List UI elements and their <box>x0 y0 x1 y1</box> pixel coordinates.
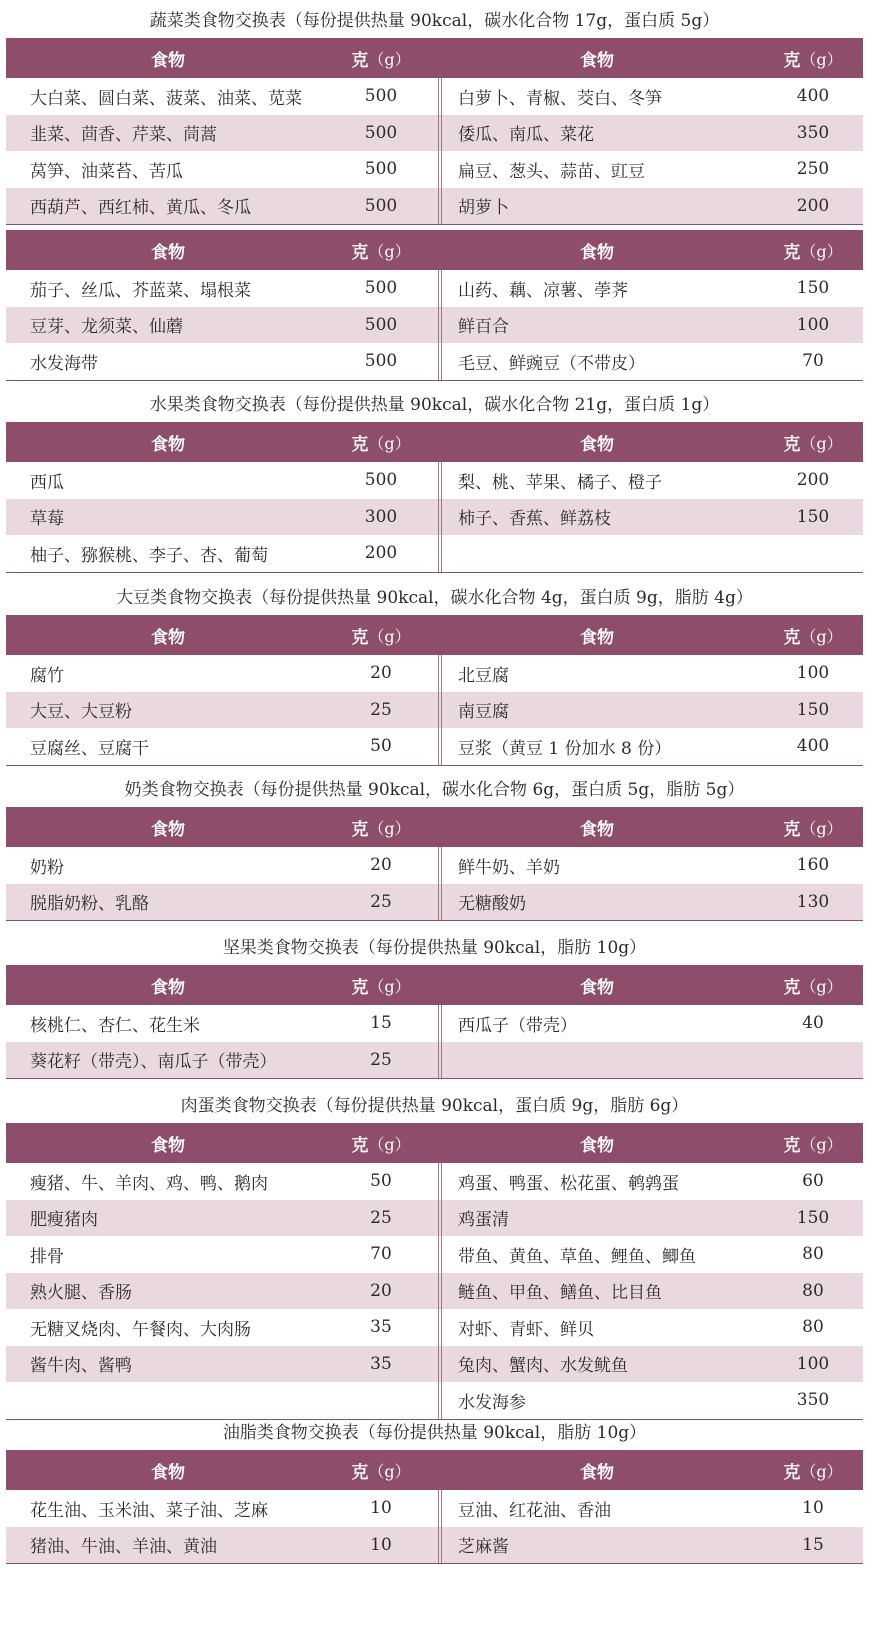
header-food-label: 食物 <box>151 242 185 263</box>
header-grams <box>336 422 426 462</box>
food-name: 兔肉、蟹肉、水发鱿鱼 <box>458 1356 628 1377</box>
food-grams: 40 <box>802 1013 824 1034</box>
food-name: 柿子、香蕉、鲜荔枝 <box>458 509 611 530</box>
food-grams: 15 <box>370 1013 392 1034</box>
header-unit: （g） <box>800 1134 843 1154</box>
header-food-label: 食物 <box>580 1135 614 1156</box>
table-row <box>6 535 863 572</box>
table-row <box>6 1236 863 1273</box>
header-food <box>6 1123 330 1163</box>
column-divider <box>438 1163 442 1200</box>
food-grams: 10 <box>370 1498 392 1519</box>
food-name: 大白菜、圆白菜、菠菜、油菜、苋菜 <box>30 88 302 109</box>
header-food-label: 食物 <box>151 50 185 71</box>
table-row <box>6 728 863 765</box>
food-grams: 25 <box>370 1207 392 1228</box>
exchange-table <box>6 1450 863 1564</box>
header-food-label: 食物 <box>151 819 185 840</box>
header-unit: （g） <box>368 1134 411 1154</box>
header-grams <box>768 422 858 462</box>
food-name: 山药、藕、凉薯、荸荠 <box>458 280 628 301</box>
header-grams <box>336 1123 426 1163</box>
food-name: 倭瓜、南瓜、菜花 <box>458 125 594 146</box>
food-grams: 250 <box>796 159 830 180</box>
column-divider <box>438 692 442 729</box>
header-food <box>442 422 752 462</box>
food-name: 鸡蛋清 <box>458 1210 509 1231</box>
food-grams: 70 <box>802 351 824 372</box>
header-unit: （g） <box>800 626 843 646</box>
header-grams-label: 克 <box>783 242 801 263</box>
header-grams <box>336 807 426 847</box>
header-grams-label: 克 <box>351 627 369 648</box>
header-grams-label: 克 <box>783 819 801 840</box>
food-grams: 100 <box>796 1353 830 1374</box>
header-food <box>6 1450 330 1490</box>
table-row <box>6 847 863 884</box>
header-grams <box>768 615 858 655</box>
food-name: 鲜牛奶、羊奶 <box>458 857 560 878</box>
food-grams: 70 <box>370 1244 392 1265</box>
food-name <box>30 1382 330 1419</box>
column-divider <box>438 499 442 536</box>
header-grams <box>336 615 426 655</box>
header-unit: （g） <box>800 241 843 261</box>
table-header-row <box>6 1450 863 1490</box>
header-grams-label: 克 <box>783 1135 801 1156</box>
column-divider <box>438 115 442 152</box>
table-header-row <box>6 38 863 78</box>
column-divider <box>438 78 442 115</box>
food-grams: 20 <box>370 663 392 684</box>
food-grams: 500 <box>364 122 398 143</box>
table-row <box>6 1005 863 1042</box>
header-food <box>442 38 752 78</box>
food-name: 瘦猪、牛、羊肉、鸡、鸭、鹅肉 <box>30 1173 268 1194</box>
table-row <box>6 151 863 188</box>
exchange-table <box>6 615 863 766</box>
header-food-label: 食物 <box>580 819 614 840</box>
header-grams <box>768 965 858 1005</box>
food-name: 扁豆、葱头、蒜苗、豇豆 <box>458 161 645 182</box>
table-row <box>6 1527 863 1564</box>
column-divider <box>438 462 442 499</box>
header-food <box>6 965 330 1005</box>
header-grams-label: 克 <box>783 977 801 998</box>
table-row <box>6 1346 863 1383</box>
food-grams: 35 <box>370 1353 392 1374</box>
column-divider <box>438 655 442 692</box>
header-grams <box>768 807 858 847</box>
header-food <box>442 807 752 847</box>
column-divider <box>438 1382 442 1419</box>
header-grams-label: 克 <box>783 1462 801 1483</box>
food-name: 带鱼、黄鱼、草鱼、鲤鱼、鲫鱼 <box>458 1246 696 1267</box>
food-name: 芝麻酱 <box>458 1537 509 1558</box>
food-grams: 500 <box>364 195 398 216</box>
food-name: 无糖酸奶 <box>458 894 526 915</box>
food-name: 豆油、红花油、香油 <box>458 1500 611 1521</box>
food-name: 脱脂奶粉、乳酪 <box>30 894 149 915</box>
header-grams-label: 克 <box>783 627 801 648</box>
food-name: 胡萝卜 <box>458 198 509 219</box>
header-unit: （g） <box>368 49 411 69</box>
food-name: 肥瘦猪肉 <box>30 1210 98 1231</box>
header-unit: （g） <box>368 241 411 261</box>
food-name: 梨、桃、苹果、橘子、橙子 <box>458 472 662 493</box>
column-divider <box>438 1346 442 1383</box>
food-grams <box>336 1382 426 1419</box>
food-name: 莴笋、油菜苔、苦瓜 <box>30 161 183 182</box>
food-name: 茄子、丝瓜、芥蓝菜、塌根菜 <box>30 280 251 301</box>
food-name: 奶粉 <box>30 857 64 878</box>
header-food-label: 食物 <box>580 242 614 263</box>
exchange-table <box>6 422 863 573</box>
table-row <box>6 78 863 115</box>
food-name: 豆芽、龙须菜、仙蘑 <box>30 317 183 338</box>
food-name: 核桃仁、杏仁、花生米 <box>30 1015 200 1036</box>
food-grams: 150 <box>796 506 830 527</box>
column-divider <box>438 1490 442 1527</box>
food-name: 无糖叉烧肉、午餐肉、大肉肠 <box>30 1319 251 1340</box>
header-grams-label: 克 <box>783 434 801 455</box>
food-grams: 130 <box>796 891 830 912</box>
table-header-row <box>6 1123 863 1163</box>
food-name: 花生油、玉米油、菜子油、芝麻 <box>30 1500 268 1521</box>
exchange-table <box>6 38 863 225</box>
exchange-table <box>6 965 863 1079</box>
header-unit: （g） <box>800 49 843 69</box>
header-grams <box>336 230 426 270</box>
food-grams: 150 <box>796 278 830 299</box>
table-row <box>6 115 863 152</box>
food-name: 鲜百合 <box>458 317 509 338</box>
header-unit: （g） <box>368 1461 411 1481</box>
food-grams: 400 <box>796 736 830 757</box>
header-food <box>6 615 330 655</box>
food-name: 葵花籽（带壳）、南瓜子（带壳） <box>30 1052 277 1073</box>
exchange-table <box>6 1123 863 1420</box>
food-grams: 20 <box>370 1280 392 1301</box>
header-food-label: 食物 <box>580 1462 614 1483</box>
food-grams: 350 <box>796 1390 830 1411</box>
header-food <box>442 1123 752 1163</box>
food-name: 酱牛肉、酱鸭 <box>30 1356 132 1377</box>
table-row <box>6 655 863 692</box>
table-header-row <box>6 422 863 462</box>
food-name: 熟火腿、香肠 <box>30 1283 132 1304</box>
food-grams <box>768 1042 858 1079</box>
food-grams: 20 <box>370 855 392 876</box>
header-grams-label: 克 <box>351 50 369 71</box>
column-divider <box>438 188 442 225</box>
column-divider <box>438 1273 442 1310</box>
header-unit: （g） <box>368 433 411 453</box>
food-grams: 25 <box>370 1049 392 1070</box>
section-title: 奶类食物交换表（每份提供热量 90kcal，碳水化合物 6g，蛋白质 5g，脂肪 5g） <box>124 780 745 800</box>
table-row <box>6 343 863 380</box>
food-grams: 200 <box>796 195 830 216</box>
column-divider <box>438 343 442 380</box>
header-food <box>442 230 752 270</box>
food-grams: 10 <box>370 1534 392 1555</box>
header-grams-label: 克 <box>351 242 369 263</box>
header-unit: （g） <box>368 626 411 646</box>
food-name: 柚子、猕猴桃、李子、杏、葡萄 <box>30 545 268 566</box>
food-grams: 150 <box>796 699 830 720</box>
food-name: 鲢鱼、甲鱼、鳝鱼、比目鱼 <box>458 1283 662 1304</box>
food-grams: 100 <box>796 663 830 684</box>
table-row <box>6 692 863 729</box>
header-food <box>6 807 330 847</box>
header-food <box>6 422 330 462</box>
food-grams: 150 <box>796 1207 830 1228</box>
header-grams-label: 克 <box>351 1135 369 1156</box>
column-divider <box>438 728 442 765</box>
food-name: 白萝卜、青椒、茭白、冬笋 <box>458 88 662 109</box>
table-row <box>6 1273 863 1310</box>
column-divider <box>438 884 442 921</box>
food-grams: 500 <box>364 159 398 180</box>
section-title: 大豆类食物交换表（每份提供热量 90kcal，碳水化合物 4g，蛋白质 9g，脂肪 4g） <box>116 588 753 608</box>
food-name: 西葫芦、西红柿、黄瓜、冬瓜 <box>30 198 251 219</box>
food-grams: 25 <box>370 891 392 912</box>
section-title: 坚果类食物交换表（每份提供热量 90kcal，脂肪 10g） <box>222 938 647 958</box>
table-row <box>6 1490 863 1527</box>
header-food-label: 食物 <box>151 434 185 455</box>
food-grams: 60 <box>802 1171 824 1192</box>
table-row <box>6 1309 863 1346</box>
food-name: 西瓜子（带壳） <box>458 1015 577 1036</box>
food-name: 腐竹 <box>30 665 64 686</box>
food-name: 北豆腐 <box>458 665 509 686</box>
header-grams <box>768 38 858 78</box>
food-name: 西瓜 <box>30 472 64 493</box>
header-food <box>6 38 330 78</box>
header-food <box>442 615 752 655</box>
section-title: 油脂类食物交换表（每份提供热量 90kcal，脂肪 10g） <box>222 1423 647 1443</box>
food-name: 南豆腐 <box>458 702 509 723</box>
food-grams: 200 <box>364 543 398 564</box>
table-row <box>6 270 863 307</box>
food-grams: 350 <box>796 122 830 143</box>
table-row <box>6 1163 863 1200</box>
food-grams: 25 <box>370 699 392 720</box>
table-header-row <box>6 965 863 1005</box>
table-row <box>6 307 863 344</box>
header-unit: （g） <box>368 976 411 996</box>
food-name: 水发海参 <box>458 1392 526 1413</box>
food-name: 草莓 <box>30 509 64 530</box>
food-name: 水发海带 <box>30 353 98 374</box>
food-grams: 300 <box>364 506 398 527</box>
header-grams <box>768 1123 858 1163</box>
header-food <box>6 230 330 270</box>
header-food-label: 食物 <box>151 627 185 648</box>
table-header-row <box>6 230 863 270</box>
header-food-label: 食物 <box>151 977 185 998</box>
header-food-label: 食物 <box>580 50 614 71</box>
header-grams <box>336 1450 426 1490</box>
header-food <box>442 965 752 1005</box>
food-grams: 80 <box>802 1317 824 1338</box>
table-header-row <box>6 615 863 655</box>
table-row <box>6 188 863 225</box>
food-name: 豆腐丝、豆腐干 <box>30 738 149 759</box>
column-divider <box>438 1309 442 1346</box>
column-divider <box>438 1042 442 1079</box>
food-grams <box>768 535 858 572</box>
food-grams: 15 <box>802 1534 824 1555</box>
food-name: 大豆、大豆粉 <box>30 702 132 723</box>
food-name: 鸡蛋、鸭蛋、松花蛋、鹌鹑蛋 <box>458 1173 679 1194</box>
column-divider <box>438 1005 442 1042</box>
column-divider <box>438 1200 442 1237</box>
food-name: 韭菜、茴香、芹菜、茼蒿 <box>30 125 217 146</box>
food-name: 毛豆、鲜豌豆（不带皮） <box>458 353 645 374</box>
header-food-label: 食物 <box>580 977 614 998</box>
header-grams <box>768 230 858 270</box>
header-grams-label: 克 <box>783 50 801 71</box>
food-grams: 50 <box>370 1171 392 1192</box>
food-grams: 500 <box>364 278 398 299</box>
food-grams: 50 <box>370 736 392 757</box>
table-row <box>6 499 863 536</box>
column-divider <box>438 151 442 188</box>
column-divider <box>438 307 442 344</box>
header-unit: （g） <box>800 433 843 453</box>
header-food-label: 食物 <box>580 434 614 455</box>
header-unit: （g） <box>800 818 843 838</box>
table-header-row <box>6 807 863 847</box>
column-divider <box>438 1527 442 1564</box>
food-grams: 100 <box>796 314 830 335</box>
header-unit: （g） <box>368 818 411 838</box>
column-divider <box>438 270 442 307</box>
header-grams-label: 克 <box>351 1462 369 1483</box>
header-grams <box>768 1450 858 1490</box>
header-grams-label: 克 <box>351 819 369 840</box>
header-food <box>442 1450 752 1490</box>
food-grams: 500 <box>364 351 398 372</box>
food-grams: 500 <box>364 86 398 107</box>
section-title: 水果类食物交换表（每份提供热量 90kcal，碳水化合物 21g，蛋白质 1g） <box>149 395 720 415</box>
column-divider <box>438 847 442 884</box>
table-row <box>6 1042 863 1079</box>
food-name <box>458 1042 768 1079</box>
table-row <box>6 1200 863 1237</box>
exchange-table <box>6 230 863 381</box>
table-row <box>6 1382 863 1419</box>
food-grams: 160 <box>796 855 830 876</box>
food-grams: 80 <box>802 1280 824 1301</box>
exchange-table <box>6 807 863 921</box>
food-grams: 400 <box>796 86 830 107</box>
food-name: 猪油、牛油、羊油、黄油 <box>30 1537 217 1558</box>
column-divider <box>438 535 442 572</box>
header-unit: （g） <box>800 1461 843 1481</box>
food-name: 对虾、青虾、鲜贝 <box>458 1319 594 1340</box>
table-row <box>6 462 863 499</box>
header-grams-label: 克 <box>351 977 369 998</box>
food-name: 排骨 <box>30 1246 64 1267</box>
table-row <box>6 884 863 921</box>
food-grams: 35 <box>370 1317 392 1338</box>
food-grams: 200 <box>796 470 830 491</box>
food-grams: 10 <box>802 1498 824 1519</box>
food-grams: 500 <box>364 470 398 491</box>
header-food-label: 食物 <box>151 1135 185 1156</box>
header-food-label: 食物 <box>580 627 614 648</box>
header-unit: （g） <box>800 976 843 996</box>
food-grams: 80 <box>802 1244 824 1265</box>
header-food-label: 食物 <box>151 1462 185 1483</box>
section-title: 蔬菜类食物交换表（每份提供热量 90kcal，碳水化合物 17g，蛋白质 5g） <box>149 11 720 31</box>
section-title: 肉蛋类食物交换表（每份提供热量 90kcal，蛋白质 9g，脂肪 6g） <box>180 1096 689 1116</box>
food-name: 豆浆（黄豆 1 份加水 8 份） <box>458 738 672 759</box>
header-grams-label: 克 <box>351 434 369 455</box>
food-name <box>458 535 768 572</box>
header-grams <box>336 965 426 1005</box>
header-grams <box>336 38 426 78</box>
food-grams: 500 <box>364 314 398 335</box>
column-divider <box>438 1236 442 1273</box>
